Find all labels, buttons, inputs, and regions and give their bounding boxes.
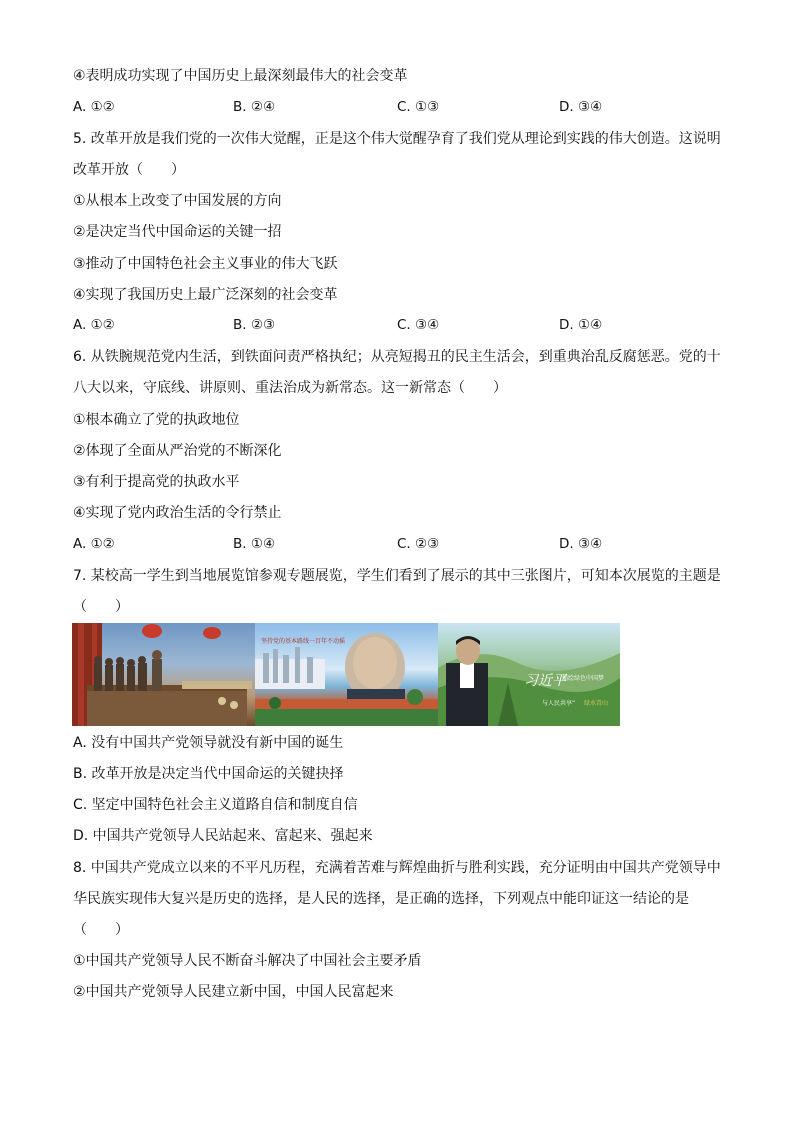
reform-era-image (255, 623, 438, 726)
founding-ceremony-image (72, 623, 255, 726)
q6-stem-line-2: 八大以来，守底线、讲原则、重法治成为新常态。这一新常态（ ） (73, 380, 507, 396)
q5-stem-line-1: 5. 改革开放是我们党的一次伟大觉醒，正是这个伟大觉醒孕育了我们党从理论到实践的伟大创造。这说明 (73, 131, 721, 147)
q5-option-b: B. ②③ (233, 317, 276, 333)
q7-option-c: C. 坚定中国特色社会主义道路自信和制度自信 (73, 797, 358, 813)
q6-item-4: ④实现了党内政治生活的令行禁止 (73, 505, 282, 521)
q8-item-1: ①中国共产党领导人民不断奋斗解决了中国社会主要矛盾 (73, 953, 422, 969)
q5-option-d: D. ①④ (559, 317, 603, 333)
founding-ceremony-illustration (72, 623, 255, 726)
poster-line-2: 与人民共享“ (542, 700, 576, 707)
q4-option-a: A. ①② (73, 99, 115, 115)
reform-era-illustration (255, 623, 438, 726)
q7-image-strip (72, 623, 620, 726)
q6-item-3: ③有利于提高党的执政水平 (73, 474, 240, 490)
q7-option-b: B. 改革开放是决定当代中国命运的关键抉择 (73, 766, 344, 782)
q6-item-2: ②体现了全面从严治党的不断深化 (73, 443, 282, 459)
reform-era-slogan: 坚持党的基本路线一百年不动摇 (261, 638, 346, 645)
q5-option-a: A. ①② (73, 317, 115, 333)
q6-item-1: ①根本确立了党的执政地位 (73, 412, 240, 428)
q6-option-d: D. ③④ (559, 536, 603, 552)
q8-item-2: ②中国共产党领导人民建立新中国，中国人民富起来 (73, 984, 394, 1000)
q4-option-c: C. ①③ (397, 99, 440, 115)
q4-item-4: ④表明成功实现了中国历史上最深刻最伟大的社会变革 (73, 68, 408, 84)
q7-option-d: D. 中国共产党领导人民站起来、富起来、强起来 (73, 828, 373, 844)
q4-option-d: D. ③④ (559, 99, 603, 115)
q7-stem-line-2: （ ） (73, 599, 129, 615)
poster-line-1: 描绘绿色中国梦 (562, 675, 605, 682)
q7-stem-line-1: 7. 某校高一学生到当地展览馆参观专题展览，学生们看到了展示的其中三张图片，可知本次展览的主题是 (73, 568, 721, 584)
q5-item-2: ②是决定当代中国命运的关键一招 (73, 224, 282, 240)
q7-option-a: A. 没有中国共产党领导就没有新中国的诞生 (73, 735, 344, 751)
q5-options (73, 315, 733, 335)
q5-item-3: ③推动了中国特色社会主义事业的伟大飞跃 (73, 256, 338, 272)
q6-options (73, 534, 733, 554)
q5-item-4: ④实现了我国历史上最广泛深刻的社会变革 (73, 287, 338, 303)
q6-option-a: A. ①② (73, 536, 115, 552)
q4-options (73, 97, 733, 117)
q8-stem-line-1: 8. 中国共产党成立以来的不平凡历程，充满着苦难与辉煌曲折与胜利实践，充分证明由中国共产党领导中 (73, 860, 721, 876)
q4-option-b: B. ②④ (233, 99, 276, 115)
green-china-dream-image (438, 623, 620, 726)
poster-name: 习近平 (524, 673, 566, 689)
q5-item-1: ①从根本上改变了中国发展的方向 (73, 193, 282, 209)
q5-stem-line-2: 改革开放（ ） (73, 162, 185, 178)
poster-quote: 绿水青山 (584, 700, 609, 707)
q8-stem-line-3: （ ） (73, 922, 129, 938)
q8-stem-line-2: 华民族实现伟大复兴是历史的选择，是人民的选择，是正确的选择，下列观点中能印证这一结论的是 (73, 891, 689, 907)
q6-stem-line-1: 6. 从铁腕规范党内生活，到铁面问责严格执纪；从亮短揭丑的民主生活会，到重典治乱反腐惩恶。党的十 (73, 349, 721, 365)
green-china-dream-illustration (438, 623, 620, 726)
q6-option-c: C. ②③ (397, 536, 440, 552)
q6-option-b: B. ①④ (233, 536, 276, 552)
q5-option-c: C. ③④ (397, 317, 440, 333)
